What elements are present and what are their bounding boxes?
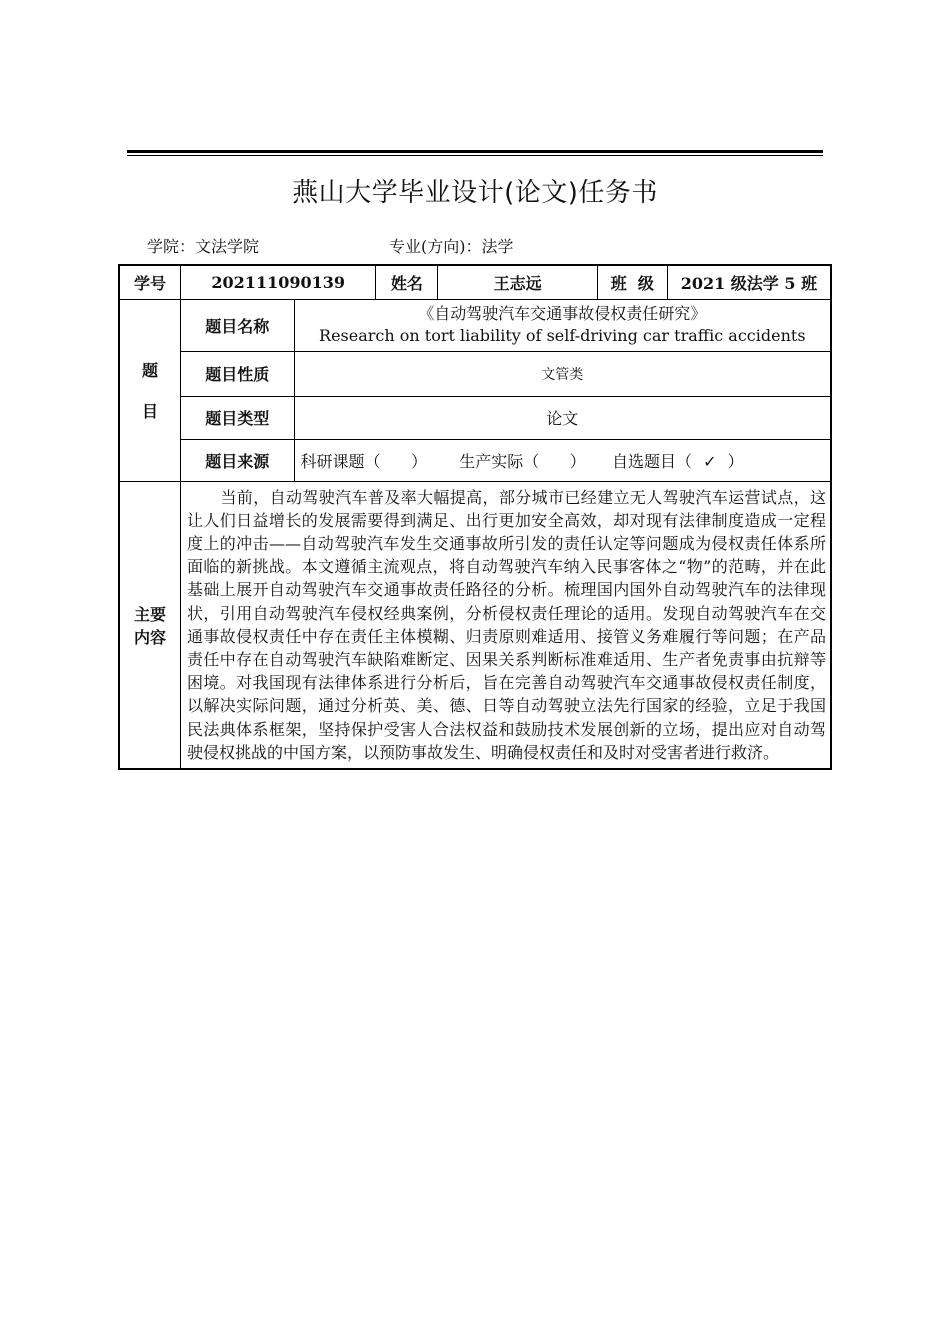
student-name-value: 王志远 xyxy=(438,265,598,299)
document-title: 燕山大学毕业设计(论文)任务书 xyxy=(292,178,658,208)
student-info-row xyxy=(119,265,831,299)
topic-name-cn: 《自动驾驶汽车交通事故侵权责任研究》 xyxy=(418,304,707,323)
main-content-label xyxy=(119,481,180,769)
topic-source-options xyxy=(294,439,831,481)
topic-type-row xyxy=(119,396,831,439)
topic-section-label xyxy=(119,299,180,481)
topic-section-char-1: 题 xyxy=(141,361,158,380)
main-content-label-2: 内容 xyxy=(133,627,166,647)
student-id-label: 学号 xyxy=(119,265,180,299)
topic-type-value: 论文 xyxy=(294,396,831,439)
source-option-self-prefix: 自选题目（ xyxy=(611,451,692,471)
class-label: 班 级 xyxy=(597,265,667,299)
topic-name-cell xyxy=(294,299,831,351)
main-content-text: 当前，自动驾驶汽车普及率大幅提高，部分城市已经建立无人驾驶汽车运营试点，这让人们日益增长的发展需要得到满足、出行更加安全高效，却对现有法律制度造成一定程度上的冲击——自动驾驶汽车发生交通事故所引发的责任认定等问题成为侵权责任体系所面临的新挑战。本文遵循主流观点，将自动驾驶汽车纳入民事客体之“物”的范畴，并在此基础上展开自动驾驶汽车交通事故责任路径的分析。梳理国内国外自动驾驶汽车的法律现状，引用自动驾驶汽车侵权经典案例，分析侵权责任理论的适用。发现自动驾驶汽车在交通事故侵权责任中存在责任主体模糊、归责原则难适用、接管义务难履行等问题；在产品责任中存在自动驾驶汽车缺陷难断定、因果关系判断标准难适用、生产者免责事由抗辩等困境。对我国现有法律体系进行分析后，旨在完善自动驾驶汽车交通事故侵权责任制度，以解决实际问题，通过分析英、美、德、日等自动驾驶立法先行国家的经验，立足于我国民法典体系框架，坚持保护受害人合法权益和鼓励技术发展创新的立场，提出应对自动驾驶侵权挑战的中国方案，以预防事故发生、明确侵权责任和及时对受害者进行救济。 xyxy=(180,481,831,769)
source-option-production: 生产实际（ ） xyxy=(459,451,586,471)
topic-nature-value: 文管类 xyxy=(294,351,831,396)
check-mark-icon: ✓ xyxy=(703,451,717,471)
major-label: 专业(方向)： xyxy=(389,237,482,256)
main-content-row xyxy=(119,481,831,769)
source-option-self-selected xyxy=(612,449,744,472)
topic-name-row xyxy=(119,299,831,351)
college-value: 文法学院 xyxy=(195,237,260,256)
student-id-value: 202111090139 xyxy=(180,265,376,299)
main-content-label-1: 主要 xyxy=(133,604,166,624)
major-value: 法学 xyxy=(481,237,514,256)
topic-source-row xyxy=(119,439,831,481)
source-option-self-suffix: ） xyxy=(727,451,744,471)
task-form-table xyxy=(118,264,832,770)
header-rule-thin xyxy=(127,155,823,156)
source-option-research: 科研课题（ ） xyxy=(300,451,428,471)
topic-source-label: 题目来源 xyxy=(180,439,294,481)
topic-nature-row xyxy=(119,351,831,396)
student-name-label: 姓名 xyxy=(376,265,438,299)
header-rule-thick xyxy=(127,150,823,153)
college-label: 学院： xyxy=(147,237,196,256)
topic-section-char-2: 目 xyxy=(141,402,158,421)
major-field xyxy=(389,234,514,257)
college-field xyxy=(147,234,259,257)
topic-name-label: 题目名称 xyxy=(180,299,294,351)
topic-name-en: Research on tort liability of self-driving car traffic accidents xyxy=(319,326,806,345)
topic-type-label: 题目类型 xyxy=(180,396,294,439)
class-value: 2021 级法学 5 班 xyxy=(667,265,831,299)
topic-nature-label: 题目性质 xyxy=(180,351,294,396)
